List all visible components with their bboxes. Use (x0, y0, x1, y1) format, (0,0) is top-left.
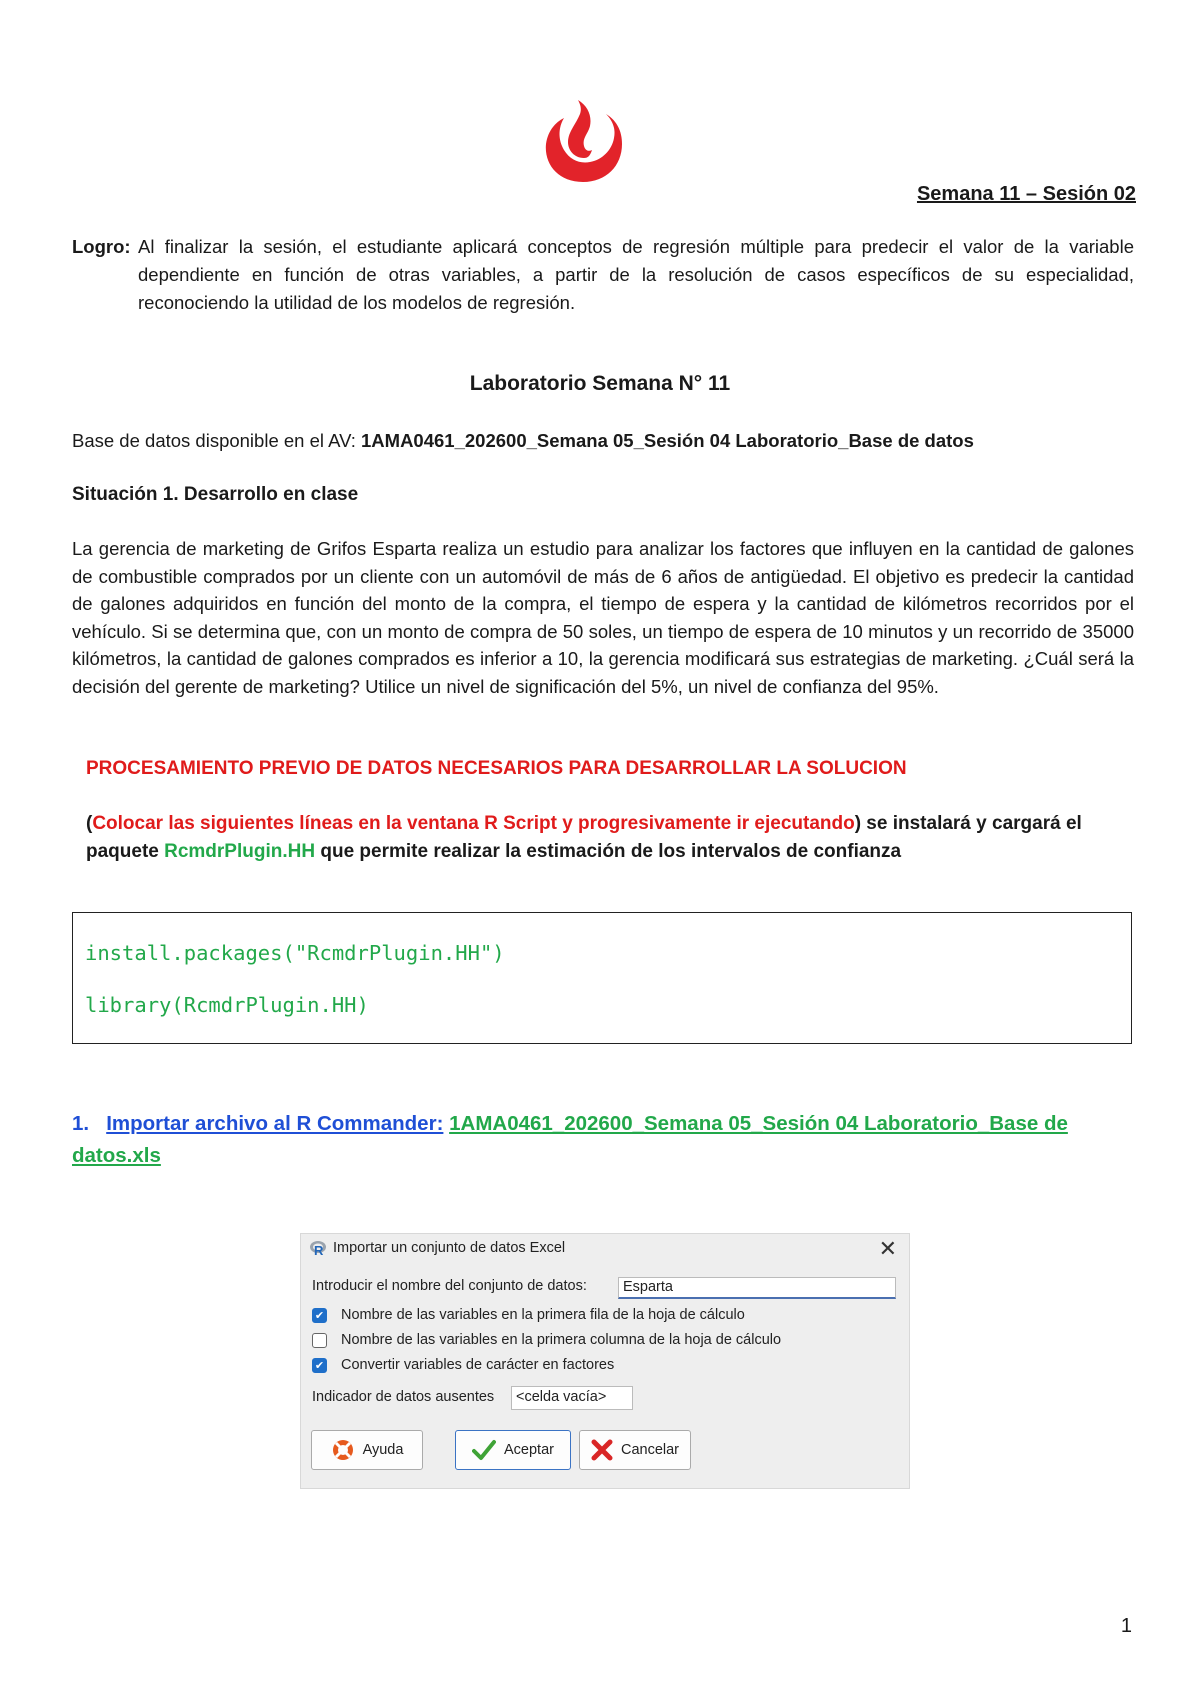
checkmark-icon (472, 1439, 496, 1461)
missing-data-input[interactable]: <celda vacía> (511, 1386, 633, 1410)
checkbox-first-row[interactable]: ✔ (312, 1308, 327, 1323)
problem-paragraph: La gerencia de marketing de Grifos Esparta realiza un estudio para analizar los factores que influyen en la cantidad de galones de combustible comprados por un cliente con un automóvil de más de 6 años de antigüedad. El objetivo es predecir la cantidad de galones adquiridos en función del monto de la compra, el tiempo de espera y la cantidad de kilómetros recorridos por el vehículo. Si se determina que, con un monto de compra de 50 soles, un tiempo de espera de 10 minutos y un recorrido de 35000 kilómetros, la cantidad de galones comprados es inferior a 10, la gerencia modificará sus estrategias de marketing. ¿Cuál será la decisión del gerente de marketing? Utilice un nivel de significación del 5%, un nivel de confianza del 95%. (72, 538, 1134, 697)
option-convert-factors-label: Convertir variables de carácter en factores (341, 1357, 615, 1373)
instruction-end: que permite realizar la estimación de los intervalos de confianza (315, 841, 902, 862)
close-icon[interactable]: ✕ (878, 1236, 897, 1261)
help-button-label: Ayuda (362, 1442, 404, 1458)
processing-heading: PROCESAMIENTO PREVIO DE DATOS NECESARIOS PARA DESARROLLAR LA SOLUCION (86, 758, 907, 779)
code-box (72, 912, 1132, 1044)
lifebuoy-icon (331, 1438, 355, 1462)
dataset-name-label: Introducir el nombre del conjunto de datos: (312, 1278, 587, 1294)
checkbox-convert-factors[interactable]: ✔ (312, 1358, 327, 1373)
dataset-name-row (312, 1278, 587, 1294)
checkbox-first-column[interactable] (312, 1333, 327, 1348)
instruction-middle: ) se instalará y cargará el paquete (86, 813, 1082, 862)
logro-block (72, 233, 1134, 317)
code-line-install: install.packages("RcmdrPlugin.HH") (85, 941, 505, 965)
help-button[interactable] (311, 1430, 423, 1470)
dialog-titlebar (309, 1240, 565, 1256)
step-1 (72, 1108, 1132, 1172)
logro-label: Logro: (72, 236, 131, 257)
accept-button[interactable] (455, 1430, 571, 1470)
accept-button-label: Aceptar (504, 1442, 554, 1458)
page-number: 1 (1120, 1615, 1132, 1637)
instruction-open-paren: ( (86, 813, 93, 834)
dialog-title: Importar un conjunto de datos Excel (333, 1240, 566, 1256)
option-first-column[interactable] (312, 1332, 781, 1348)
option-first-row-label: Nombre de las variables en la primera fila de la hoja de cálculo (341, 1307, 745, 1323)
missing-data-label: Indicador de datos ausentes (312, 1389, 495, 1405)
database-file: 1AMA0461_202600_Semana 05_Sesión 04 Laboratorio_Base de datos (361, 430, 974, 451)
instruction-red: Colocar las siguientes líneas en la ventana R Script y progresivamente ir ejecutando (92, 813, 855, 834)
cancel-x-icon (591, 1439, 613, 1461)
r-logo-icon (309, 1240, 327, 1256)
option-convert-factors[interactable] (312, 1357, 614, 1373)
database-prefix: Base de datos disponible en el AV: (72, 430, 362, 451)
cancel-button-label: Cancelar (620, 1442, 680, 1458)
svg-text:R: R (314, 1243, 324, 1256)
session-label: Semana 11 – Sesión 02 (916, 183, 1136, 205)
cancel-button[interactable] (579, 1430, 691, 1470)
option-first-row[interactable] (312, 1307, 745, 1323)
missing-data-row (312, 1389, 494, 1405)
instruction-text (86, 810, 1126, 866)
page-title: Laboratorio Semana N° 11 (469, 372, 731, 395)
code-line-library: library(RcmdrPlugin.HH) (85, 993, 369, 1017)
database-line (72, 430, 974, 452)
option-first-column-label: Nombre de las variables en la primera columna de la hoja de cálculo (341, 1332, 782, 1348)
situation-heading: Situación 1. Desarrollo en clase (72, 484, 359, 505)
step-number: 1. (72, 1112, 90, 1135)
step-link-import[interactable]: Importar archivo al R Commander: (106, 1112, 444, 1135)
step-link-file[interactable]: 1AMA0461_202600_Semana 05_Sesión 04 Laboratorio_Base de datos.xls (72, 1112, 1068, 1167)
logro-text: Al finalizar la sesión, el estudiante aplicará conceptos de regresión múltiple para predecir el valor de la variable dependiente en función de otras variables, a partir de la resolución de casos específicos de su especialidad, reconociendo la utilidad de los modelos de regresión. (138, 236, 1134, 313)
instruction-package: RcmdrPlugin.HH (164, 841, 316, 862)
import-excel-dialog (300, 1233, 910, 1489)
university-logo (540, 100, 626, 186)
dataset-name-input[interactable]: Esparta (618, 1277, 896, 1299)
